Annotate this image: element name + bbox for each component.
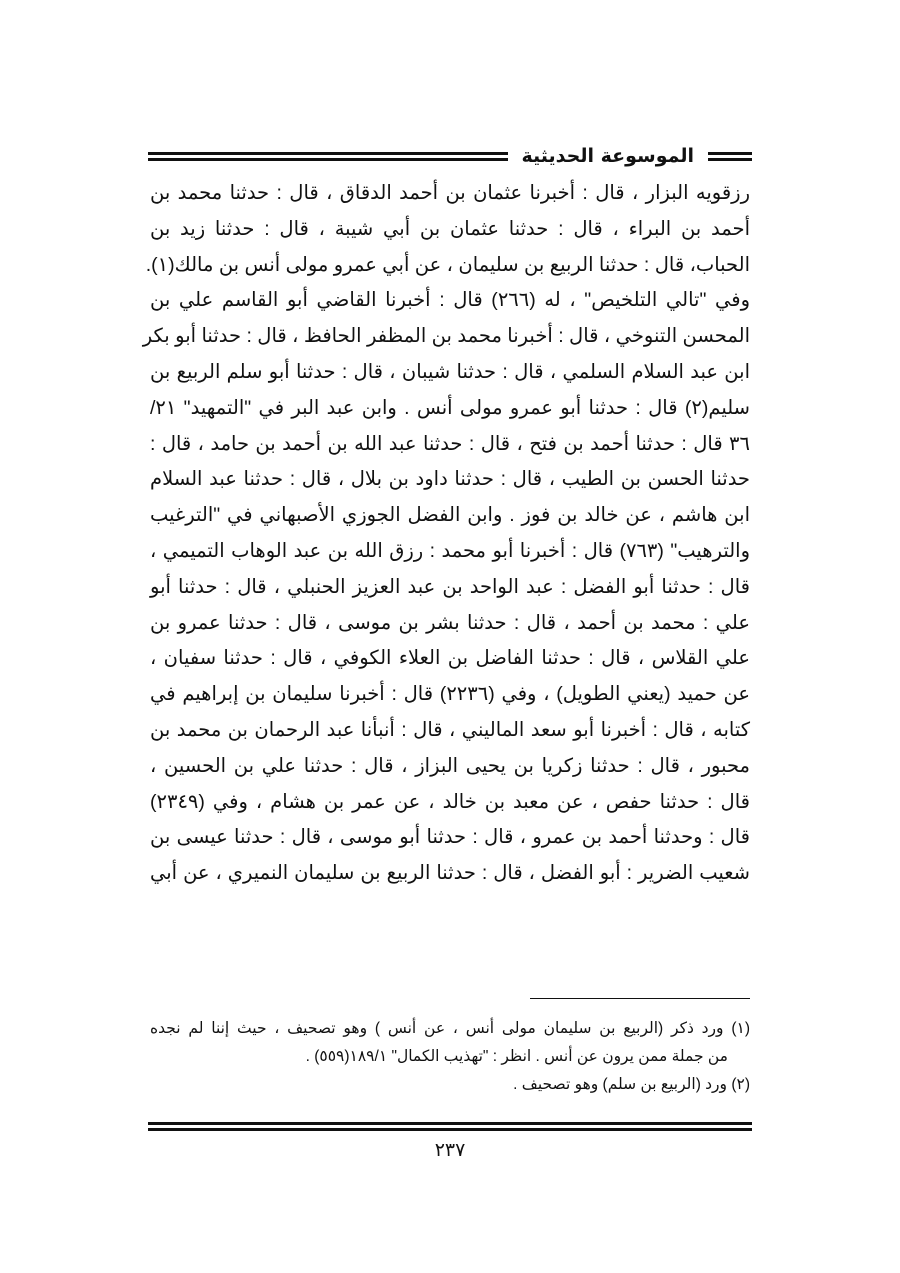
footnote-line: (١) ورد ذكر (الربيع بن سليمان مولى أنس ، عن أنس ) وهو تصحيف ، حيث إننا لم نجده bbox=[150, 1020, 750, 1037]
footnote-line: (٢) ورد (الربيع بن سلم) وهو تصحيف . bbox=[513, 1076, 750, 1093]
footnotes bbox=[150, 1015, 750, 1099]
header-title: الموسوعة الحديثية bbox=[521, 145, 694, 167]
text-line: ٣٦ قال : حدثنا أحمد بن فتح ، قال : حدثنا عبد الله بن أحمد بن حامد ، قال : bbox=[150, 432, 750, 455]
text-line: سليم(٢) قال : حدثنا أبو عمرو مولى أنس . وابن عبد البر في "التمهيد" ٢١/ bbox=[150, 396, 750, 419]
page-number: ٢٣٧ bbox=[434, 1139, 466, 1161]
text-line: كتابه ، قال : أخبرنا أبو سعد الماليني ، قال : أنبأنا عبد الرحمان بن محمد بن bbox=[150, 718, 750, 741]
text-line: قال : حدثنا حفص ، عن معبد بن خالد ، عن عمر بن هشام ، وفي (٢٣٤٩) bbox=[150, 790, 750, 813]
text-line: قال : حدثنا أبو الفضل : عبد الواحد بن عبد العزيز الحنبلي ، قال : حدثنا أبو bbox=[150, 575, 750, 598]
text-line: والترهيب" (٧٦٣) قال : أخبرنا أبو محمد : رزق الله بن عبد الوهاب التميمي ، bbox=[150, 539, 750, 562]
footer-rule bbox=[148, 1122, 752, 1131]
text-line: شعيب الضرير : أبو الفضل ، قال : حدثنا الربيع بن سليمان النميري ، عن أبي bbox=[150, 862, 750, 885]
text-line: علي القلاس ، قال : حدثنا الفاضل بن العلاء الكوفي ، قال : حدثنا سفيان ، bbox=[150, 647, 750, 670]
text-line: رزقويه البزار ، قال : أخبرنا عثمان بن أحمد الدقاق ، قال : حدثنا محمد بن bbox=[150, 182, 750, 204]
text-line: المحسن التنوخي ، قال : أخبرنا محمد بن المظفر الحافظ ، قال : حدثنا أبو بكر bbox=[142, 325, 750, 348]
text-line: علي : محمد بن أحمد ، قال : حدثنا بشر بن موسى ، قال : حدثنا عمرو بن bbox=[150, 611, 750, 634]
main-text bbox=[142, 176, 751, 892]
header-rule-right bbox=[708, 152, 752, 161]
text-line: حدثنا الحسن بن الطيب ، قال : حدثنا داود بن بلال ، قال : حدثنا عبد السلام bbox=[150, 468, 750, 491]
text-line: ابن هاشم ، عن خالد بن فوز . وابن الفضل الجوزي الأصبهاني في "الترغيب bbox=[150, 504, 750, 527]
text-line: أحمد بن البراء ، قال : حدثنا عثمان بن أبي شيبة ، قال : حدثنا زيد بن bbox=[150, 217, 750, 240]
running-header bbox=[148, 136, 752, 176]
text-line: الحباب، قال : حدثنا الربيع بن سليمان ، عن أبي عمرو مولى أنس بن مالك(١). bbox=[145, 253, 750, 276]
text-line: ابن عبد السلام السلمي ، قال : حدثنا شيبان ، قال : حدثنا أبو سلم الربيع بن bbox=[150, 360, 750, 383]
footnote-separator bbox=[530, 998, 750, 999]
text-line: عن حميد (يعني الطويل) ، وفي (٢٢٣٦) قال : أخبرنا سليمان بن إبراهيم في bbox=[150, 683, 751, 706]
text-line: قال : وحدثنا أحمد بن عمرو ، قال : حدثنا أبو موسى ، قال : حدثنا عيسى بن bbox=[150, 826, 750, 849]
footnote-line: من جملة ممن يرون عن أنس . انظر : "تهذيب الكمال" ١٨٩/١(٥٥٩) . bbox=[305, 1048, 728, 1065]
text-line: وفي "تالي التلخيص" ، له (٢٦٦) قال : أخبرنا القاضي أبو القاسم علي بن bbox=[150, 289, 750, 312]
text-line: محبور ، قال : حدثنا زكريا بن يحيى البزاز ، قال : حدثنا علي بن الحسين ، bbox=[150, 754, 750, 777]
header-rule-left bbox=[148, 152, 508, 161]
